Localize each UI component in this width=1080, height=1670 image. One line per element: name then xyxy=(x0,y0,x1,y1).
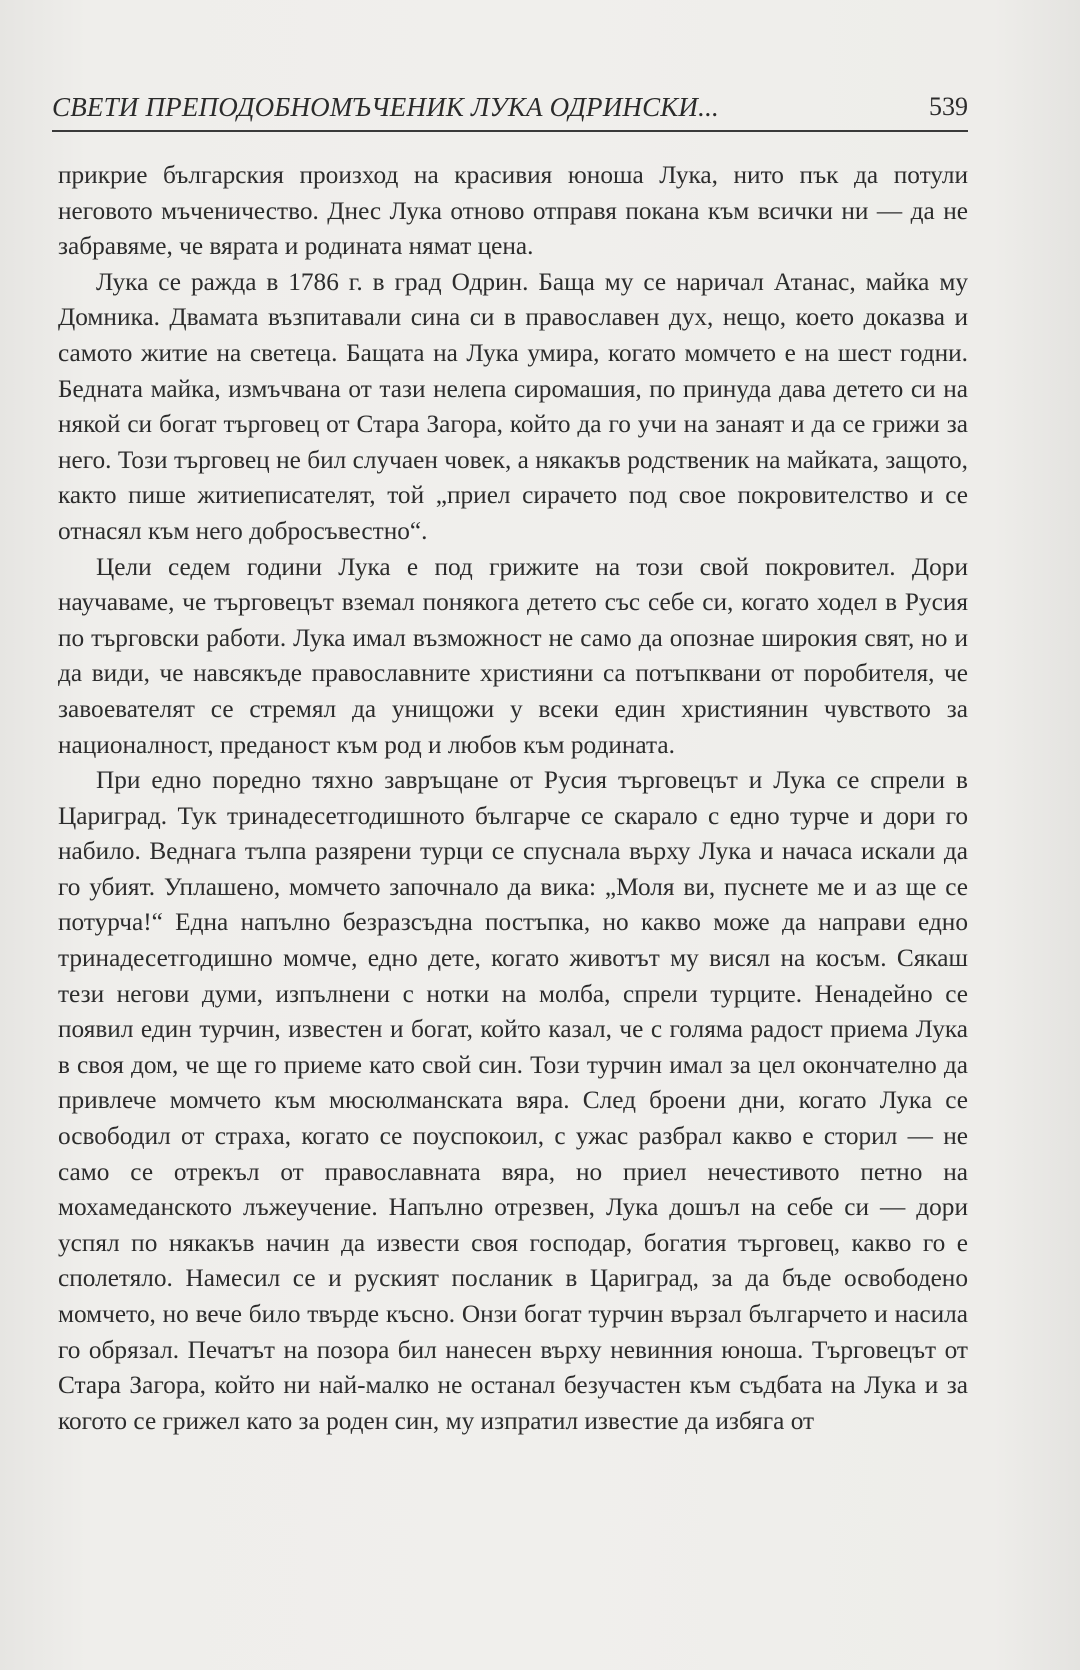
running-title: СВЕТИ ПРЕПОДОБНОМЪЧЕНИК ЛУКА ОДРИНСКИ... xyxy=(52,92,719,122)
paragraph-constantinople: При едно поредно тяхно завръщане от Русия търговецът и Лука се спрели в Цариград. Тук тринадесетгодишното българче се скарало с едно турче и дори го набило. Веднага тълпа разярени турци се спуснала върху Лука и начаса искали да го убият. Уплашено, момчето започнало да вика: „Моля ви, пуснете ме и аз ще се потурча!“ Една напълно безразсъдна постъпка, но какво може да направи едно тринадесетгодишно момче, едно дете, когато животът му висял на косъм. Сякаш тези негови думи, изпълнени с нотки на молба, спрели турците. Ненадейно се появил един турчин, известен и богат, който казал, че с голяма радост приема Лука в своя дом, че ще го приеме като свой син. Този турчин имал за цел окончателно да привлече момчето към мюсюлманската вяра. След броени дни, когато Лука се освободил от страха, когато се поуспокоил, с ужас разбрал какво е сторил — не само се отрекъл от православната вяра, но приел нечестивото петно на мохамеданското лъжеучение. Напълно отрезвен, Лука дошъл на себе си — дори успял по някакъв начин да извести своя господар, богатия търговец, какво го е сполетяло. Намесил се и руският посланик в Цариград, за да бъде освободено момчето, но вече било твърде късно. Онзи богат турчин вързал българчето и насила го обрязал. Печатът на позора бил нанесен върху невинния юноша. Търговецът от Стара Загора, който ни най-малко не останал безучастен към съдбата на Лука и за когото се грижел като за роден син, му изпратил известие да избяга от xyxy=(58,766,968,1435)
page-number: 539 xyxy=(929,92,968,121)
running-header xyxy=(52,92,968,132)
paragraph-continuation: прикрие българския произход на красивия юноша Лука, нито пък да потули неговото мъченичество. Днес Лука отново отправя покана към всички ни — да не забравяме, че вярата и родината нямат цена. xyxy=(58,161,968,261)
paragraph-birth: Лука се ражда в 1786 г. в град Одрин. Баща му се наричал Атанас, майка му Домника. Двамата възпитавали сина си в православен дух, нещо, което доказва и самото житие на светеца. Бащата на Лука умира, когато момчето е на шест годни. Бедната майка, измъчвана от тази нелепа сиромашия, по принуда дава детето си на някой си богат търговец от Стара Загора, който да го учи на занаят и да се грижи за него. Този търговец не бил случаен човек, а някакъв родственик на майката, защото, както пише житиеписателят, той „приел сирачето под свое покровителство и се отнасял към него добросъвестно“. xyxy=(58,267,968,545)
paragraph-seven-years: Цели седем години Лука е под грижите на този свой покровител. Дори научаваме, че търговецът вземал понякога детето със себе си, когато ходел в Русия по търговски работи. Лука имал възможност не само да опознае широкия свят, но и да види, че навсякъде православните християни са потъпквани от поробителя, че завоевателят се стремял да унищожи у всеки един християнин чувството за националност, преданост към род и любов към родината. xyxy=(58,552,968,759)
body-text xyxy=(58,158,968,1439)
